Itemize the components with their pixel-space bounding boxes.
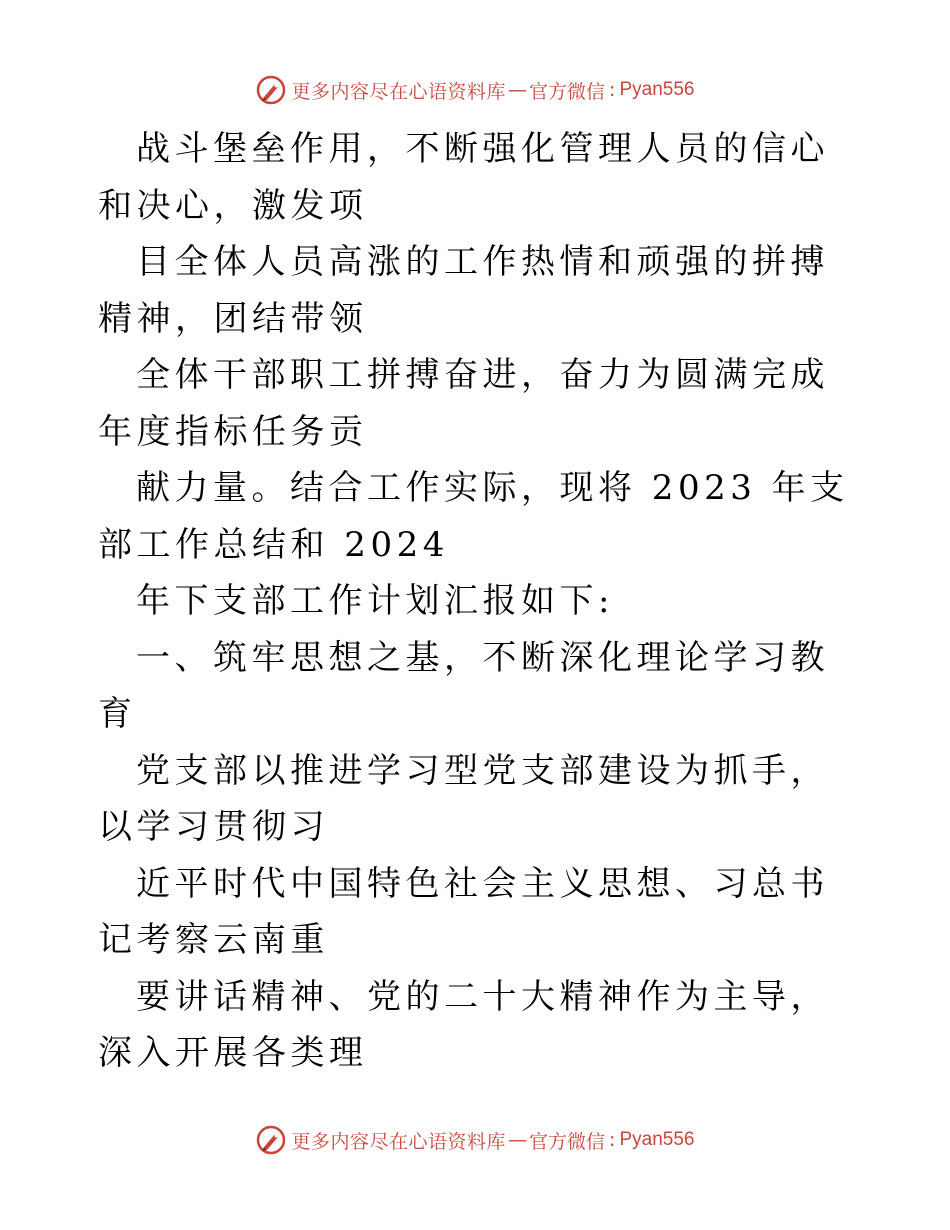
document-body (98, 121, 858, 1082)
watermark-wechat-id: Pyan556 (619, 79, 695, 100)
watermark-label: 更多内容尽在心语资料库 (291, 1130, 507, 1153)
paragraph: 近平时代中国特色社会主义思想、习总书记考察云南重 (98, 863, 829, 960)
watermark-wechat-id: Pyan556 (619, 1129, 695, 1150)
watermark-wechat-label: 官方微信 (529, 80, 606, 103)
paragraph: 年下支部工作计划汇报如下: (136, 581, 614, 621)
pen-logo-icon (256, 1125, 286, 1155)
paragraph: 要讲话精神、党的二十大精神作为主导，深入开展各类理 (98, 976, 829, 1073)
watermark-colon: : (609, 79, 616, 101)
watermark-separator: — (508, 79, 528, 101)
watermark-colon: : (609, 1129, 616, 1151)
paragraph: 全体干部职工拼搏奋进，奋力为圆满完成年度指标任务贡 (98, 355, 829, 452)
paragraph: 战斗堡垒作用，不断强化管理人员的信心和决心，激发项 (98, 129, 829, 226)
paragraph: 目全体人员高涨的工作热情和顽强的拼搏精神，团结带领 (98, 242, 829, 339)
footer-watermark (0, 1120, 950, 1160)
watermark-separator: — (508, 1129, 528, 1151)
section-heading: 一、筑牢思想之基，不断深化理论学习教育 (98, 637, 829, 734)
header-watermark (0, 70, 950, 110)
watermark-wechat-label: 官方微信 (529, 1130, 606, 1153)
pen-logo-icon (256, 75, 286, 105)
paragraph: 献力量。结合工作实际，现将 2023 年支部工作总结和 2024 (98, 468, 849, 565)
paragraph: 党支部以推进学习型党支部建设为抓手，以学习贯彻习 (98, 750, 829, 847)
watermark-label: 更多内容尽在心语资料库 (291, 80, 507, 103)
